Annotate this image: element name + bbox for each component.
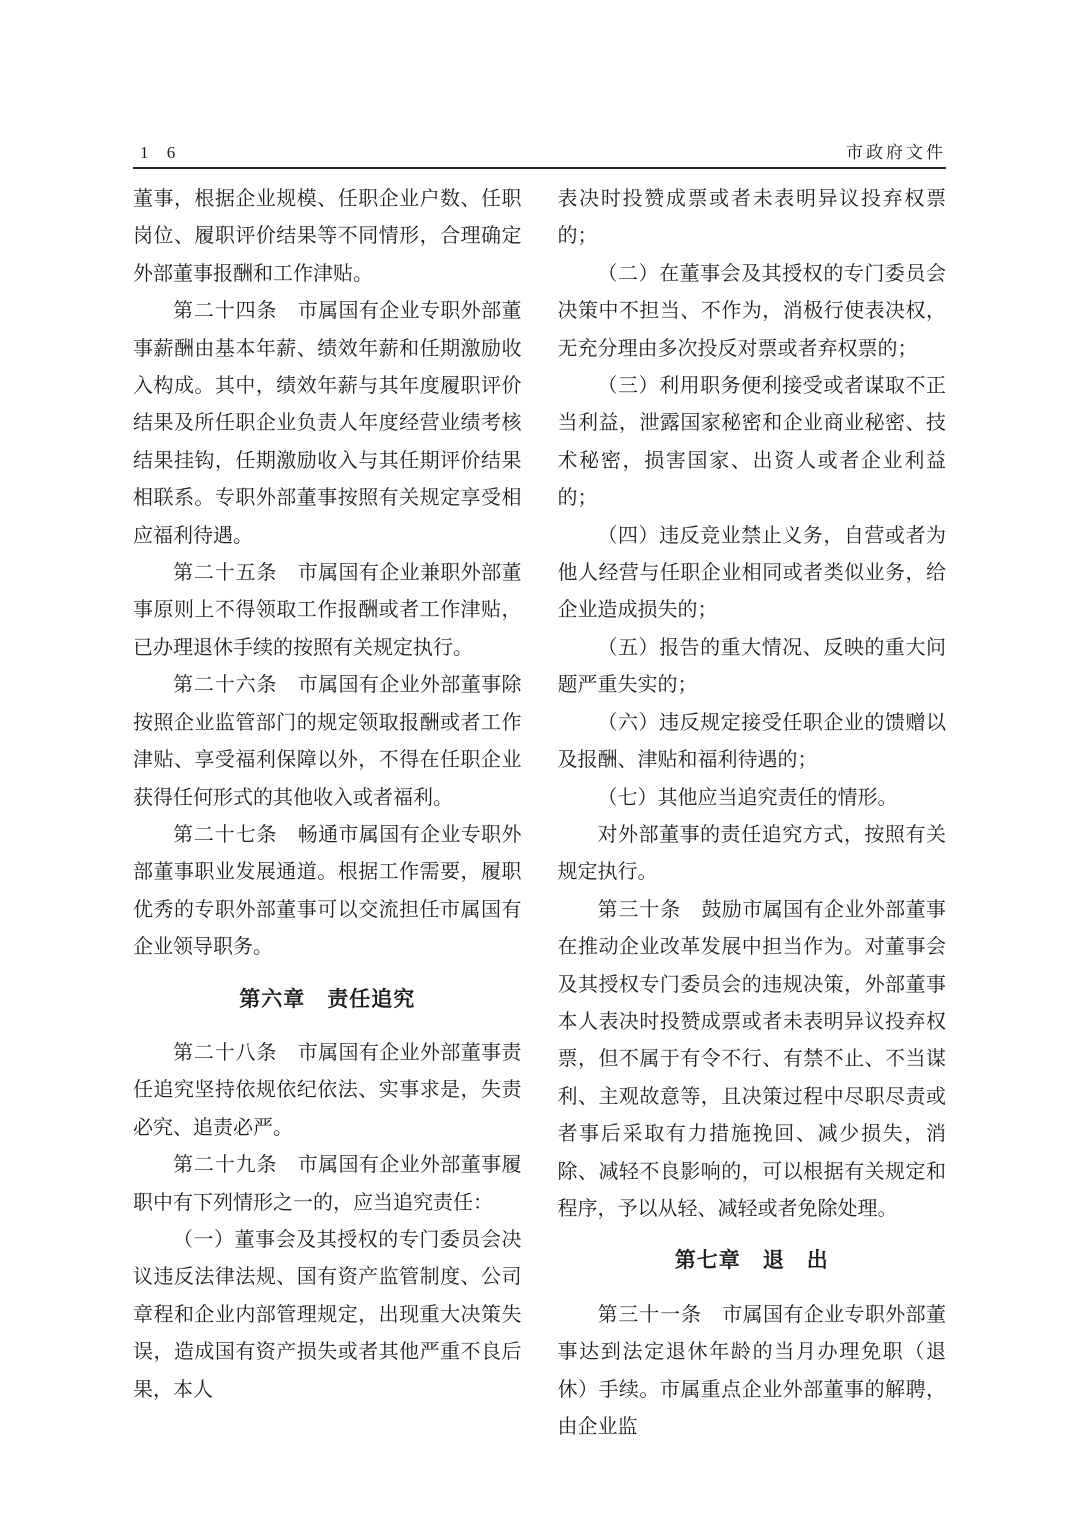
chapter-heading: 第六章 责任追究 [239, 986, 416, 1011]
paragraph: （六）违反规定接受任职企业的馈赠以及报酬、津贴和福利待遇的； [557, 711, 946, 772]
article-number: 第二十六条 [173, 674, 278, 697]
paragraph [133, 1147, 522, 1222]
chapter-heading: 第七章 退 出 [674, 1248, 829, 1273]
paragraph [133, 555, 522, 667]
paragraph-text: 市属国有企业外部董事除按照企业监管部门的规定领取报酬或者工作津贴、享受福利保障以外，不得在任职企业获得任何形式的其他收入或者福利。 [133, 674, 522, 809]
paragraph: （七）其他应当追究责任的情形。 [597, 786, 898, 809]
article-number: 第二十四条 [173, 300, 278, 323]
paragraph-text: 市属国有企业兼职外部董事原则上不得领取工作报酬或者工作津贴，已办理退休手续的按照有关规定执行。 [133, 562, 522, 659]
right-column [558, 181, 947, 1446]
article-number: 第二十八条 [173, 1041, 278, 1064]
paragraph [133, 667, 522, 817]
paragraph: （四）违反竞业禁止义务，自营或者为他人经营与任职企业相同或者类似业务，给企业造成损失的； [557, 524, 946, 622]
paragraph [558, 892, 947, 1229]
paragraph: （五）报告的重大情况、反映的重大问题严重失实的； [557, 636, 946, 697]
paragraph: 对外部董事的责任追究方式，按照有关规定执行。 [557, 823, 946, 884]
header-doc-label: 市政府文件 [846, 143, 946, 162]
paragraph-text: 市属国有企业专职外部董事薪酬由基本年薪、绩效年薪和任期激励收入构成。其中，绩效年薪与其年度履职评价结果及所任职企业负责人年度经营业绩考核结果挂钩，任期激励收入与其任期评价结果相联系。专职外部董事按照有关规定享受相应福利待遇。 [133, 300, 522, 547]
paragraph-text: 畅通市属国有企业专职外部董事职业发展通道。根据工作需要，履职优秀的专职外部董事可以交流担任市属国有企业领导职务。 [133, 823, 522, 959]
paragraph [133, 817, 522, 967]
paragraph-continuation: 董事，根据企业规模、任职企业户数、任职岗位、履职评价结果等不同情形，合理确定外部董事报酬和工作津贴。 [133, 188, 522, 285]
page-number: 1 6 [140, 143, 183, 162]
page-header [133, 142, 946, 169]
left-column [133, 181, 522, 1446]
article-number: 第三十条 [597, 898, 682, 921]
paragraph-text: 市属国有企业专职外部董事达到法定退休年龄的当月办理免职（退休）手续。市属重点企业外部董事的解聘，由企业监 [557, 1303, 946, 1438]
paragraph: （一）董事会及其授权的专门委员会决议违反法律法规、国有资产监管制度、公司章程和企业内部管理规定，出现重大决策失误，造成国有资产损失或者其他严重不良后果，本人 [133, 1228, 522, 1401]
article-number: 第二十九条 [173, 1154, 278, 1177]
paragraph [133, 293, 522, 555]
paragraph: （二）在董事会及其授权的专门委员会决策中不担当、不作为，消极行使表决权，无充分理由多次投反对票或者弃权票的； [557, 262, 946, 360]
paragraph-text: 鼓励市属国有企业外部董事在推动企业改革发展中担当作为。对董事会及其授权专门委员会的违规决策，外部董事本人表决时投赞成票或者未表明异议投弃权票，但不属于有令不行、有禁不止、不当谋利、主观故意等，且决策过程中尽职尽责或者事后采取有力措施挽回、减少损失，消除、减轻不良影响的，可以根据有关规定和程序，予以从轻、减轻或者免除处理。 [557, 898, 946, 1220]
paragraph-continuation: 表决时投赞成票或者未表明异议投弃权票的； [557, 188, 946, 248]
paragraph: （三）利用职务便利接受或者谋取不正当利益，泄露国家秘密和企业商业秘密、技术秘密，损害国家、出资人或者企业利益的； [557, 375, 946, 510]
paragraph [558, 1297, 947, 1447]
two-column-body [133, 181, 946, 1446]
paragraph-text: 市属国有企业外部董事履职中有下列情形之一的，应当追究责任： [133, 1154, 522, 1214]
article-number: 第三十一条 [597, 1303, 702, 1326]
paragraph-text: 市属国有企业外部董事责任追究坚持依规依纪依法、实事求是，失责必究、追责必严。 [133, 1041, 522, 1139]
article-number: 第二十七条 [173, 823, 278, 846]
article-number: 第二十五条 [173, 562, 278, 585]
paragraph [133, 1035, 522, 1147]
